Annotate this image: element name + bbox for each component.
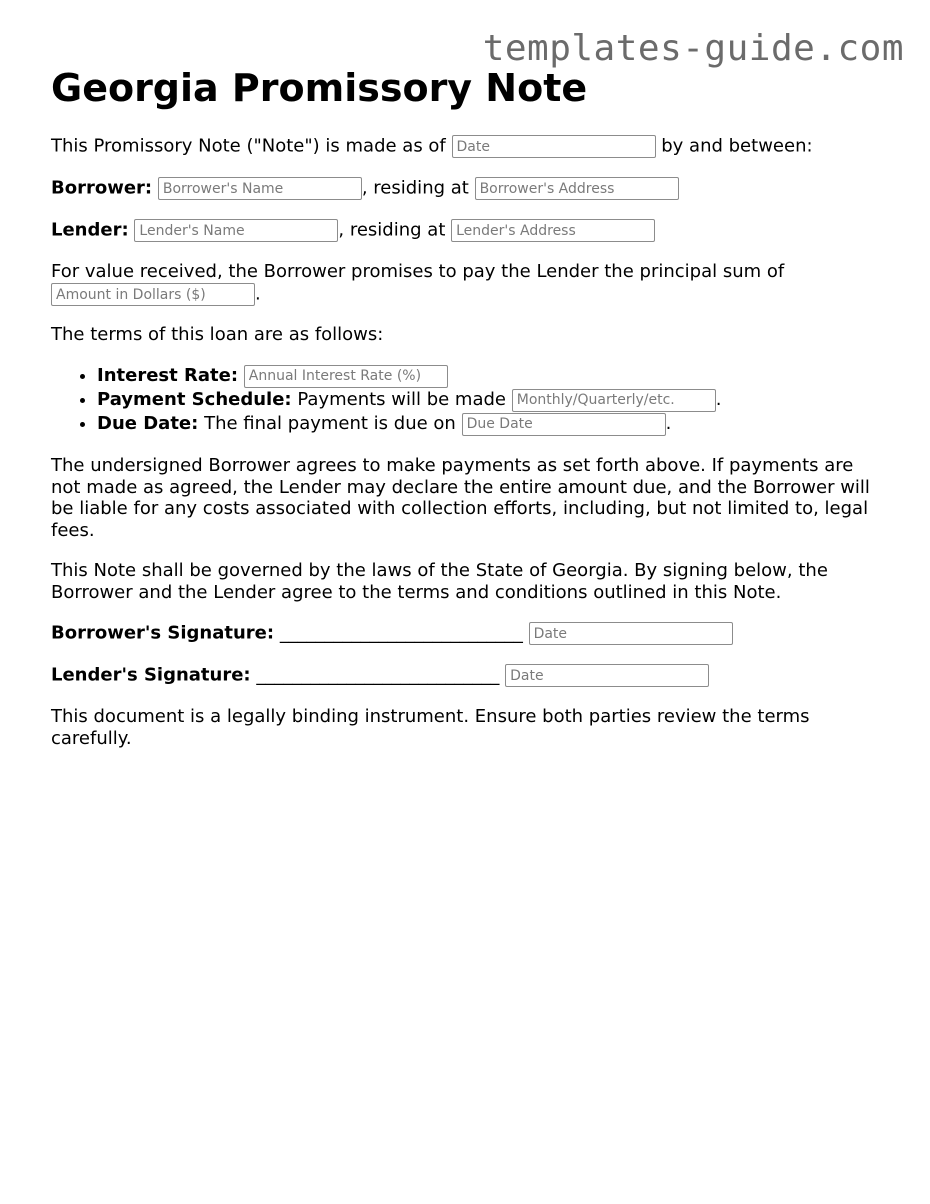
borrower-signature-line <box>51 622 733 645</box>
governing-law-paragraph: This Note shall be governed by the laws of the State of Georgia. By signing below, the Borrower and the Lender agree to the terms and conditions outlined in this Note. <box>51 560 828 603</box>
principal-amount-line <box>51 283 261 306</box>
lender-residing-text: , residing at <box>338 219 446 241</box>
lender-line <box>51 219 655 242</box>
lender-signature-field[interactable]: ___________________________ <box>256 664 500 686</box>
borrower-signature-field[interactable]: ___________________________ <box>279 622 523 644</box>
schedule-label: Payment Schedule: <box>97 389 292 410</box>
principal-period: . <box>255 283 261 305</box>
default-paragraph: The undersigned Borrower agrees to make payments as set forth above. If payments are not made as agreed, the Lender may declare the entire amount due, and the Borrower will be liable for any costs associated with collection efforts, including, but not limited to, legal fees. <box>51 455 870 541</box>
page-title: Georgia Promissory Note <box>51 66 588 110</box>
lender-signature-line <box>51 664 709 687</box>
terms-intro: The terms of this loan are as follows: <box>51 324 384 345</box>
borrower-address-input[interactable] <box>475 177 679 200</box>
lender-signature-date-input[interactable] <box>505 664 709 687</box>
amount-input[interactable] <box>51 283 255 306</box>
lender-label: Lender: <box>51 219 129 241</box>
watermark: templates-guide.com <box>482 28 904 69</box>
borrower-signature-date-input[interactable] <box>529 622 733 645</box>
closing-paragraph: This document is a legally binding instrument. Ensure both parties review the terms carefully. <box>51 706 810 749</box>
intro-line <box>51 135 813 158</box>
due-label: Due Date: <box>97 413 199 434</box>
due-date-input[interactable] <box>462 413 666 436</box>
payment-schedule-input[interactable] <box>512 389 716 412</box>
intro-text: This Promissory Note ("Note") is made as of <box>51 135 446 157</box>
term-payment-schedule <box>97 388 721 412</box>
terms-list <box>51 364 721 436</box>
lender-name-input[interactable] <box>134 219 338 242</box>
interest-label: Interest Rate: <box>97 365 239 386</box>
borrower-name-input[interactable] <box>158 177 362 200</box>
lender-address-input[interactable] <box>451 219 655 242</box>
borrower-residing-text: , residing at <box>361 177 469 199</box>
interest-rate-input[interactable] <box>244 365 448 388</box>
note-date-input[interactable] <box>452 135 656 158</box>
lender-signature-label: Lender's Signature: <box>51 664 251 686</box>
borrower-label: Borrower: <box>51 177 153 199</box>
due-text: The final payment is due on <box>204 413 456 434</box>
schedule-period: . <box>715 389 722 410</box>
schedule-text: Payments will be made <box>297 389 506 410</box>
term-due-date <box>97 412 721 436</box>
intro-text-after: by and between: <box>661 135 813 157</box>
term-interest-rate <box>97 364 721 388</box>
borrower-line <box>51 177 679 200</box>
borrower-signature-label: Borrower's Signature: <box>51 622 275 644</box>
due-period: . <box>665 413 672 434</box>
principal-text: For value received, the Borrower promises to pay the Lender the principal sum of <box>51 261 785 282</box>
